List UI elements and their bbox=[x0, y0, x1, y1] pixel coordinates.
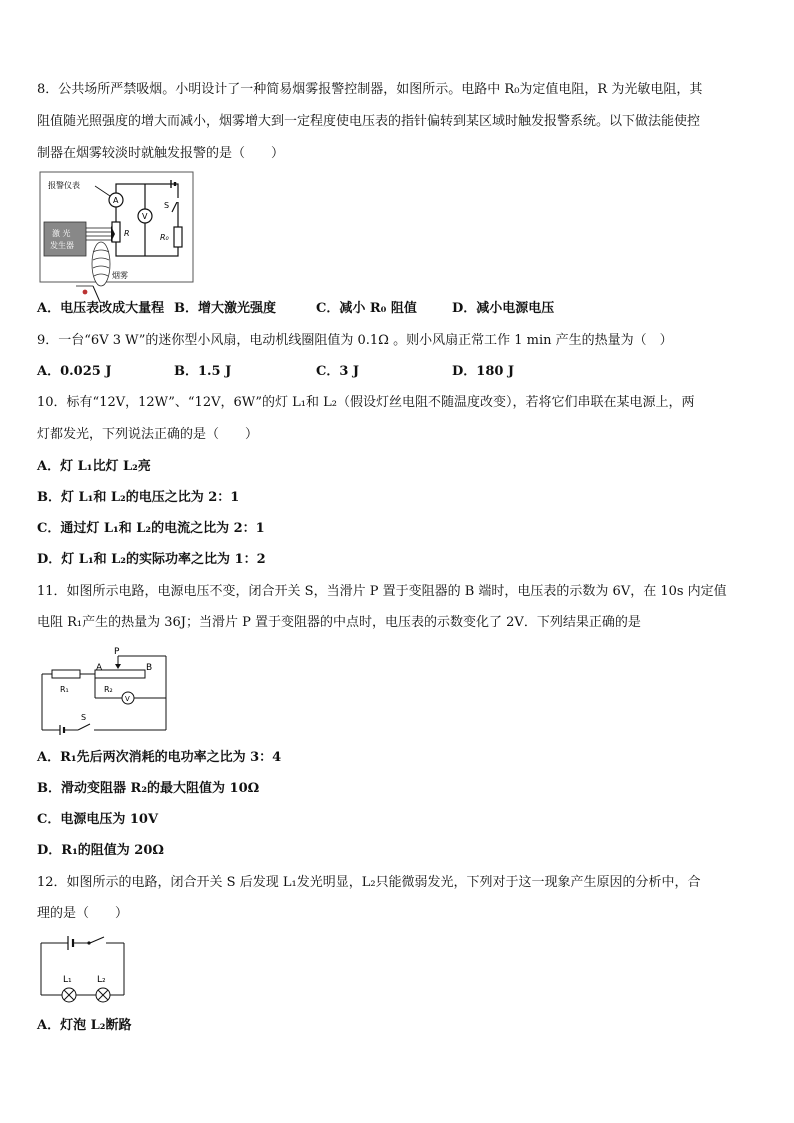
q10-stem-line-2: 灯都发光，下列说法正确的是（ ） bbox=[37, 427, 259, 442]
q10-option-b[interactable]: B．灯 L₁和 L₂的电压之比为 2：1 bbox=[37, 490, 240, 505]
q8-fig-ammeter-symbol: A bbox=[113, 196, 119, 205]
q12-stem-line-1: 12．如图所示的电路，闭合开关 S 后发现 L₁发光明显，L₂只能微弱发光，下列对于这一现象产生原因的分析中，合 bbox=[37, 875, 701, 890]
q8-fig-r0-label: R₀ bbox=[160, 233, 169, 242]
q8-stem-line-2: 阻值随光照强度的增大而减小，烟雾增大到一定程度使电压表的指针偏转到某区域时触发报警系统。以下做法能使控 bbox=[37, 114, 701, 129]
q11-fig-voltmeter-symbol: V bbox=[125, 695, 130, 703]
q8-fig-laser-line-1: 激 光 bbox=[52, 229, 71, 238]
q10-option-a[interactable]: A．灯 L₁比灯 L₂亮 bbox=[37, 459, 151, 474]
q11-option-b[interactable]: B．滑动变阻器 R₂的最大阻值为 10Ω bbox=[37, 781, 260, 796]
q8-fig-smoke-label: 烟雾 bbox=[112, 271, 128, 280]
q12-fig-l2-label: L₂ bbox=[97, 975, 106, 985]
q10-option-d[interactable]: D．灯 L₁和 L₂的实际功率之比为 1：2 bbox=[37, 552, 266, 567]
q11-fig-r1-label: R₁ bbox=[60, 685, 69, 694]
q8-option-a[interactable]: A．电压表改成大量程 bbox=[37, 301, 165, 316]
q9-option-c[interactable]: C．3 J bbox=[316, 364, 360, 379]
q11-option-d[interactable]: D．R₁的阻值为 20Ω bbox=[37, 843, 164, 858]
q11-fig-slider-p: P bbox=[114, 647, 120, 657]
q8-option-d[interactable]: D．减小电源电压 bbox=[452, 301, 555, 316]
q11-fig-switch-label: S bbox=[81, 713, 87, 722]
q8-option-c[interactable]: C．减小 R₀ 阻值 bbox=[316, 301, 417, 316]
q9-option-a[interactable]: A．0.025 J bbox=[37, 364, 112, 379]
q12-stem-line-2: 理的是（ ） bbox=[37, 906, 129, 921]
q8-fig-switch-label: S bbox=[164, 201, 170, 210]
q10-stem-line-1: 10．标有“12V，12W”、“12V，6W”的灯 L₁和 L₂（假设灯丝电阻不随温度改变），若将它们串联在某电源上，两 bbox=[37, 395, 695, 410]
q12-circuit-diagram bbox=[38, 935, 138, 1005]
q8-fig-laser-line-2: 发生器 bbox=[50, 241, 74, 250]
q11-fig-node-a: A bbox=[96, 663, 103, 673]
q8-option-b[interactable]: B．增大激光强度 bbox=[174, 301, 276, 316]
q12-fig-l1-label: L₁ bbox=[63, 975, 72, 985]
q11-fig-node-b: B bbox=[146, 663, 153, 673]
q8-fig-meter-label: 报警仪表 bbox=[48, 181, 80, 190]
q12-option-a[interactable]: A．灯泡 L₂断路 bbox=[37, 1018, 132, 1033]
q11-stem-line-2: 电阻 R₁产生的热量为 36J；当滑片 P 置于变阻器的中点时，电压表的示数变化了 2V．下列结果正确的是 bbox=[37, 615, 641, 630]
q9-stem-line-1: 9．一台“6V 3 W”的迷你型小风扇，电动机线圈阻值为 0.1Ω 。则小风扇正常工作 1 min 产生的热量为（ ） bbox=[37, 333, 673, 348]
q9-option-b[interactable]: B．1.5 J bbox=[174, 364, 232, 379]
q11-fig-r2-label: R₂ bbox=[104, 685, 113, 694]
q11-option-c[interactable]: C．电源电压为 10V bbox=[37, 812, 159, 827]
q8-fig-r-label: R bbox=[124, 229, 130, 238]
q9-option-d[interactable]: D．180 J bbox=[452, 364, 515, 379]
q8-fig-voltmeter-symbol: V bbox=[142, 212, 148, 221]
q11-stem-line-1: 11．如图所示电路，电源电压不变，闭合开关 S，当滑片 P 置于变阻器的 B 端时，电压表的示数为 6V，在 10s 内定值 bbox=[37, 584, 727, 599]
q10-option-c[interactable]: C．通过灯 L₁和 L₂的电流之比为 2：1 bbox=[37, 521, 265, 536]
q11-option-a[interactable]: A．R₁先后两次消耗的电功率之比为 3：4 bbox=[37, 750, 282, 765]
q8-stem-line-1: 8．公共场所严禁吸烟。小明设计了一种简易烟雾报警控制器，如图所示。电路中 R₀为定值电阻，R 为光敏电阻，其 bbox=[37, 82, 703, 97]
q11-circuit-diagram bbox=[38, 648, 173, 738]
q8-stem-line-3: 制器在烟雾较淡时就触发报警的是（ ） bbox=[37, 146, 285, 161]
